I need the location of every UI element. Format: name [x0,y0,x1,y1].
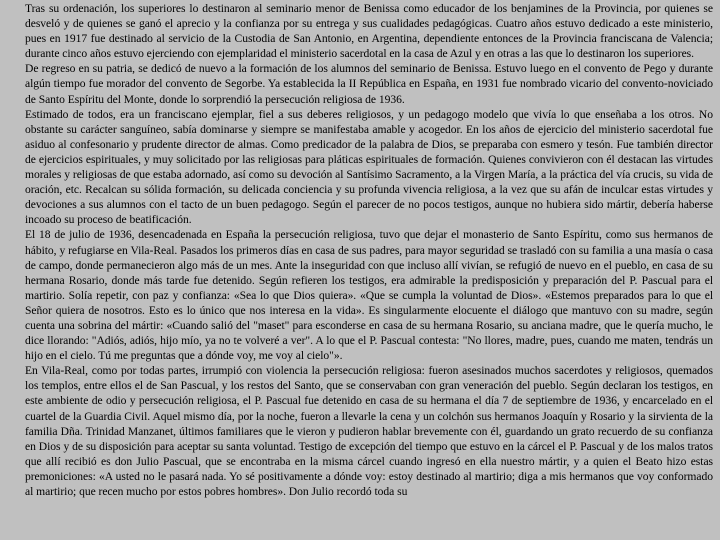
paragraph-return-homeland: De regreso en su patria, se dedicó de nuevo a la formación de los alumnos del seminario de Benissa. Estuvo luego en el convento de Pego y durante algún tiempo fue morador del convento de Segorbe. Ya establecida la II República en España, en 1931 fue nombrado vicario del convento-noviciado de Santo Espíritu del Monte, donde lo sorprendió la persecución religiosa de 1936. [25,62,713,106]
paragraph-persecution-refuge: El 18 de julio de 1936, desencadenada en España la persecución religiosa, tuvo que dejar el monasterio de Santo Espíritu, como sus hermanos de hábito, y refugiarse en Vila-Real. Pasados los primeros días en casa de sus padres, para mayor seguridad se trasladó con su familia a una masía o casa de campo, donde permanecieron algo más de un mes. Ante la inseguridad con que incluso allí vivían, se refugió de nuevo en el pueblo, en casa de su hermana Rosario, donde más tarde fue detenido. Según refieren los testigos, era admirable la predisposición y preparación del P. Pascual para el martirio. Solía repetir, con paz y confianza: «Sea lo que Dios quiera». «Que se cumpla la voluntad de Dios». «Estemos preparados para lo que el Señor quiera de nosotros. Esto es lo único que nos interesa en la vida». Es singularmente elocuente el diálogo que mantuvo con su madre, según cuenta una sobrina del mártir: «Cuando salió del "maset" para esconderse en casa de su hermana Rosario, su anciana madre, que le quería mucho, le dice llorando: "Adiós, adiós, hijo mío, ya no te volveré a ver". A lo que el P. Pascual contesta: "No llores, madre, pues, cuando me maten, tendrás un hijo en el cielo. Tú me preguntas que a dónde voy, me voy al cielo"». [25,228,713,363]
paragraph-virtues: Estimado de todos, era un franciscano ejemplar, fiel a sus deberes religiosos, y un pedagogo modelo que vivía lo que enseñaba a los otros. No obstante su carácter sanguíneo, sabía dominarse y siempre se manifestaba amable y acogedor. En los años de ejercicio del ministerio sacerdotal fue asiduo al confesonario y prudente director de almas. Como predicador de la palabra de Dios, se preparaba con esmero y tesón. Fue también director de ejercicios espirituales, y muy solicitado por las religiosas para pláticas espirituales de formación. Quienes convivieron con él destacan las virtudes morales y religiosas de que estaba adornado, así como su devoción al Santísimo Sacramento, a la Virgen María, a la práctica del vía crucis, su vida de oración, etc. Recalcan su sólida formación, su delicada conciencia y su profunda vivencia religiosa, a la vez que su afán de inculcar estas virtudes y devociones a sus alumnos con el tacto de un buen pedagogo. Según el parecer de no pocos testigos, aunque no hubiera sido mártir, debería haberse incoado su proceso de beatificación. [25,107,713,227]
paragraph-ordination: Tras su ordenación, los superiores lo destinaron al seminario menor de Benissa como educador de los benjamines de la Provincia, por quienes se desveló y de quienes se ganó el aprecio y la confianza por su entrega y sus cualidades pedagógicas. Cuatro años estuvo dedicado a este ministerio, pues en 1917 fue destinado al servicio de la Custodia de San Antonio, en Argentina, dependiente entonces de la Provincia franciscana de Valencia; durante cinco años estuvo ejerciendo con ejemplaridad el ministerio sacerdotal en la casa de Azul y en otras a las que lo destinaron los superiores. [25,2,713,61]
paragraph-arrest-prison: En Vila-Real, como por todas partes, irrumpió con violencia la persecución religiosa: fueron asesinados muchos sacerdotes y religiosos, quemados los templos, entre ellos el de San Pascual, y los restos del Santo, que se conservaban con gran veneración del pueblo. Según declaran los testigos, en este ambiente de odio y persecución religiosa, el P. Pascual fue detenido en casa de su hermana el día 7 de septiembre de 1936, y encarcelado en el cuartel de la Guardia Civil. Aquel mismo día, por la noche, fueron a llevarle la cena y un colchón sus hermanos Joaquín y Rosario y la sirvienta de la familia Dña. Trinidad Manzanet, últimos familiares que le vieron y pudieron hablar brevemente con él, guardando un grato recuerdo de su confianza en Dios y de su disposición para aceptar su santa voluntad. Testigo de excepción del tiempo que estuvo en la cárcel el P. Pascual y de los malos tratos que allí recibió es don Julio Pascual, que se encontraba en la misma cárcel cuando ingresó en ella nuestro mártir, y a quien el Beato hizo estas premoniciones: «A usted no le pasará nada. Yo sé positivamente a dónde voy: estoy destinado al martirio; diga a mis hermanos que voy conformado al martirio; que recen mucho por estos pobres hombres». Don Julio recordó toda su [25,364,713,498]
